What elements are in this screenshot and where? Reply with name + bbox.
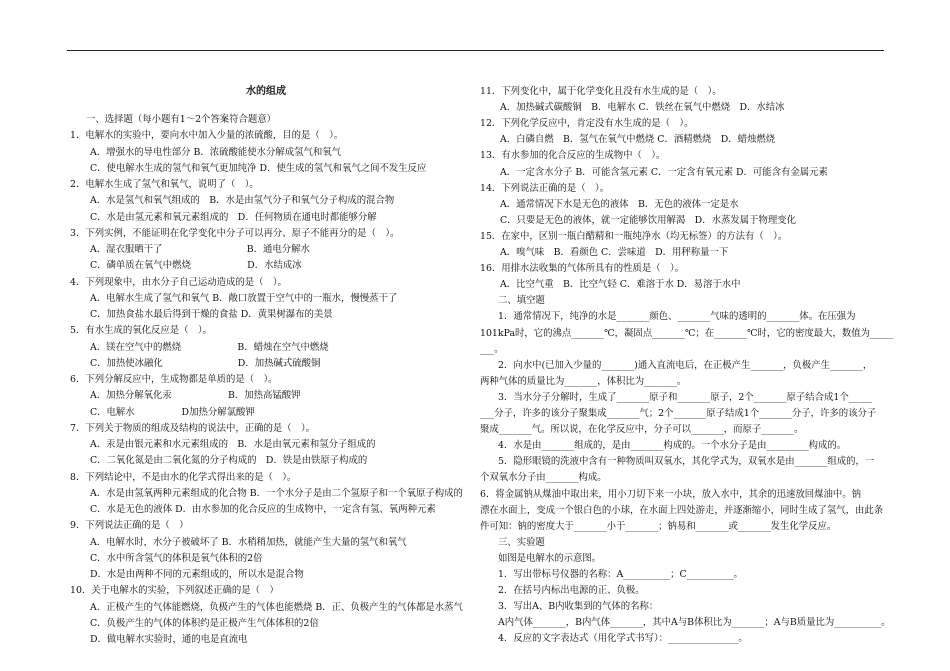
col-right-line: 4．水是由_______组成的，是由_______构成的。一个水分子是由_________构成的。 xyxy=(498,440,847,452)
col-right-line: 三、实验题 xyxy=(498,536,545,548)
col-right-line: 14．下列说法正确的是（ ）。 xyxy=(480,182,610,194)
col-left-line: C．水是无色的液体 D．由水参加的化合反应的生成物中，一定含有氢、氧两种元素 xyxy=(90,504,436,515)
col-right-line: C．只要是无色的液体，就一定能够饮用解渴 D．水蒸发属于物理变化 xyxy=(500,214,796,226)
col-right-line: A．通常情况下水是无色的液体 B．无色的液体一定是水 xyxy=(500,198,739,210)
col-right-line: 两种气体的质量比为_______，体积比为_______。 xyxy=(480,375,687,387)
col-right-line: 聚成_______气。所以说，在化学反应中，分子可以_______，而原子_______。 xyxy=(480,424,804,436)
col-left-line: A．增强水的导电性部分 B．浓硫酸能使水分解成氢气和氧气 xyxy=(90,146,342,158)
col-right-line: A．比空气重 B．比空气轻 C．难溶于水 D．易溶于水中 xyxy=(500,279,741,291)
col-right-line: 2．在括号内标出电源的正、负极。 xyxy=(498,585,645,597)
col-right-line: 101kPa时，它的沸点_______℃，凝固点_______℃；在_______℃时，它的密度最大，数值为_____ xyxy=(480,327,894,339)
col-right-line: 12．下列化学反应中，肯定没有水生成的是（ ）。 xyxy=(480,118,694,130)
document-title: 水的组成 xyxy=(246,86,286,97)
col-left-line: A．电解水时，水分子被破坏了 B．水稍稍加热，就能产生大量的氢气和氧气 xyxy=(90,536,407,548)
col-right-line: 16．用排水法收集的气体所具有的性质是（ ）。 xyxy=(480,263,685,275)
col-left-line: 4．下列现象中，由水分子自己运动造成的是（ ）。 xyxy=(70,276,287,288)
col-left-line: C．负极产生的气体的体积约是正极产生气体体积的2倍 xyxy=(90,617,319,629)
col-right-line: 5．隐形眼镜的洗液中含有一种物质叫双氧水，其化学式为，双氧水是由_______组成的，一 xyxy=(498,456,875,468)
col-left-line: C．加热食盐水最后得到干燥的食盐 D．黄果树瀑布的美景 xyxy=(90,309,333,320)
col-left-line: C．加热使冰融化 D．加热碱式硫酸铜 xyxy=(90,357,321,369)
col-right-line: 4．反应的文字表达式（用化学式书写）：_______________。 xyxy=(498,633,748,645)
col-right-line: 6．将金属钠从煤油中取出来，用小刀切下来一小块，放入水中，其余的迅速放回煤油中。钠 xyxy=(480,488,861,500)
col-left-line: A．湿衣服晒干了 B．通电分解水 xyxy=(90,244,310,255)
col-left-line: 10．关于电解水的实验，下列叙述正确的是（ ） xyxy=(70,585,279,597)
col-right-line: 1．写出带标号仪器的名称：A__________；C__________。 xyxy=(498,569,743,580)
col-left-line: C．水是由氢元素和氧元素组成的 D．任何物质在通电时都能够分解 xyxy=(90,211,377,223)
col-left-line: 2．电解水生成了氢气和氧气，说明了（ ）。 xyxy=(70,179,259,190)
col-left-line: D．做电解水实验时，通的电是直流电 xyxy=(90,634,248,645)
top-rule xyxy=(67,50,884,51)
col-right-line: 个双氧水分子由_______构成。 xyxy=(480,472,607,484)
col-left-line: 7．下列关于物质的组成及结构的说法中，正确的是（ ）。 xyxy=(70,422,316,434)
col-left-line: A．水是氢气和氧气组成的 B．水是由氢气分子和氧气分子构成的混合物 xyxy=(90,195,395,207)
col-left-line: 6．下列分解反应中，生成物都是单质的是（ ）。 xyxy=(70,374,278,385)
col-right-line: A．加热碱式碳酸铜 B．电解水 C．铁丝在氧气中燃烧 D．水结冰 xyxy=(500,102,785,114)
col-left-line: 3．下列实例，不能证明在化学变化中分子可以再分、原子不能再分的是（ ）。 xyxy=(70,227,400,239)
col-left-line: C．二氧化氮是由二氧化氮的分子构成的 D．铁是由铁原子构成的 xyxy=(90,455,368,467)
col-left-line: A．电解水生成了氢气和氧气 B．敞口放置于空气中的一瓶水，慢慢蒸干了 xyxy=(90,292,398,304)
col-left-line: D．水是由两种不同的元素组成的，所以水是混合物 xyxy=(90,569,304,580)
col-left-line: C．水中所含氢气的体积是氧气体积的2倍 xyxy=(90,552,263,564)
col-left-line: A．正极产生的气体能燃烧，负极产生的气体也能燃烧 B．正、负极产生的气体都是水蒸气 xyxy=(90,601,463,613)
col-left-line: 一、选择题（每小题有1～2个答案符合题意） xyxy=(86,114,277,125)
col-right-line: 3．当水分子分解时，生成了_______原子和_______原子，2个_______原子结合成1个_____ xyxy=(498,391,873,403)
col-left-line: 1．电解水的实验中，要向水中加入少量的浓硫酸，目的是（ ）。 xyxy=(70,130,344,142)
col-right-line: 1．通常情况下，纯净的水是_______颜色、_______气味的透明的_______体。在压强为 xyxy=(498,311,856,323)
col-left-line: C．磷单质在氧气中燃烧 D．水结成冰 xyxy=(90,260,302,272)
col-right-line: 如图是电解水的示意图。 xyxy=(498,552,602,564)
col-left-line: 5．有水生成的氧化反应是（ ）。 xyxy=(70,325,212,337)
col-left-line: 8．下列结论中，不是由水的化学式得出来的是（ ）。 xyxy=(70,471,297,483)
col-right-line: 11．下列变化中，属于化学变化且没有水生成的是（ ）。 xyxy=(480,86,722,97)
col-left-line: C．电解水 D加热分解氯酸钾 xyxy=(90,406,255,418)
col-left-line: C．使电解水生成的氢气和氧气更加纯净 D．使生成的氢气和氧气之间不发生反应 xyxy=(90,162,427,174)
col-left-line: A．加热分解氧化汞 B．加热高锰酸钾 xyxy=(90,390,301,402)
col-right-line: 漂在水面上，变成一个银白色的小球，在水面上四处游走，并逐渐缩小，同时生成了氢气，由此条 xyxy=(480,504,884,516)
col-right-line: A内气体_______，B内气体_______，其中A与B体积比为_______；A与B质量比为__________。 xyxy=(498,617,891,629)
col-right-line: A．一定含水分子 B．可能含氢元素 C．一定含有氧元素 D．可能含有金属元素 xyxy=(500,166,828,178)
col-right-line: 2．向水中(已加入少量的_______)通入直流电后，在正极产生_______，负极产生_______， xyxy=(498,359,873,371)
col-left-line: A．汞是由银元素和水元素组成的 B．水是由氧元素和氢分子组成的 xyxy=(90,439,376,450)
col-left-line: 9．下列说法正确的是（ ） xyxy=(70,520,189,532)
col-right-line: A．嗅气味 B．看颜色 C．尝味道 D．用秤称量一下 xyxy=(500,247,729,258)
col-right-line: 15．在家中，区别一瓶白醋精和一瓶纯净水（均无标签）的方法有（ ）。 xyxy=(480,230,788,242)
col-left-line: A．水是由氢氧两种元素组成的化合物 B．一个水分子是由二个氢原子和一个氧原子构成的 xyxy=(90,487,463,499)
col-right-line: 二、填空题 xyxy=(498,295,545,307)
col-right-line: ___。 xyxy=(480,343,504,355)
col-right-line: 13．有水参加的化合反应的生成物中（ ）。 xyxy=(480,150,666,162)
col-right-line: 3．写出A、B内收集到的气体的名称： xyxy=(498,601,659,613)
col-left-line: A．镁在空气中的燃烧 B．蜡烛在空气中燃烧 xyxy=(90,341,329,353)
col-right-line: 件可知：钠的密度大于_______小于_______；钠易和_______或_______发生化学反应。 xyxy=(480,520,837,532)
col-right-line: ___分子，许多的该分子聚集成_______气；2个_______原子结成1个_______分子，许多的该分子 xyxy=(480,408,877,419)
col-right-line: A．白磷自燃 B．氢气在氧气中燃烧 C．酒精燃烧 D．蜡烛燃烧 xyxy=(500,134,776,146)
